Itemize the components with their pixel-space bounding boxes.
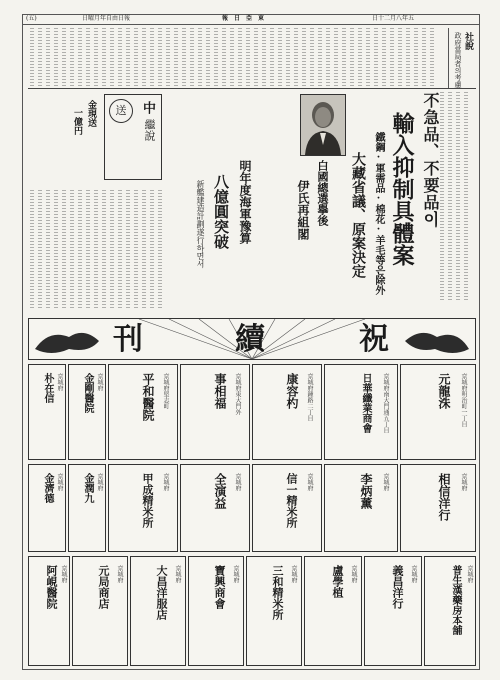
masthead xyxy=(22,14,480,25)
ad-row2-6-name: 金潤九 xyxy=(82,473,93,503)
masthead-title: 報日亞東 xyxy=(222,15,271,22)
editorial-subhead: 政府當局者의考慮 xyxy=(454,32,462,88)
ad-row1-1-sub: 京城府明治町一丁目 xyxy=(460,373,467,427)
ad-row3-6-sub: 京城府 xyxy=(174,565,181,583)
sidebar-amount xyxy=(60,100,100,180)
ad-row3-3-name: 盧學植 xyxy=(331,565,344,598)
ad-row3-1 xyxy=(424,556,476,666)
ad-row3-5-name: 寶興商會 xyxy=(213,565,226,609)
congratulations-banner xyxy=(28,318,476,360)
ad-row3-1-sub: 京城府 xyxy=(466,565,473,583)
ad-row3-5 xyxy=(188,556,244,666)
story-2 xyxy=(262,160,332,300)
ad-row3-2-sub: 京城府 xyxy=(410,565,417,583)
ad-row2-7-name: 金濟德 xyxy=(42,473,53,503)
ad-row2-3-sub: 京城府 xyxy=(306,473,313,491)
ads-row-1 xyxy=(28,364,476,460)
ad-row1-6-sub: 京城府 xyxy=(96,373,103,391)
sidebar-box xyxy=(104,94,162,180)
ad-row3-7 xyxy=(72,556,128,666)
portrait-photo xyxy=(300,94,346,156)
story-2-headline: 白國總選擧後 xyxy=(316,160,329,226)
banner-char-3: 刊 xyxy=(113,322,143,357)
ad-row1-6 xyxy=(68,364,106,460)
ad-row2-3-name: 信一精米所 xyxy=(285,473,298,528)
masthead-date-left: 日曜月年自由日報 xyxy=(82,15,131,22)
ad-row3-8-name: 阿峴醫院 xyxy=(45,565,58,609)
sidebar-title-big: 中 xyxy=(140,101,155,114)
ad-row2-7-sub: 京城府 xyxy=(56,473,63,491)
ad-row1-3-sub: 京城府鍾路二丁目 xyxy=(306,373,313,421)
editorial-label: 社說 xyxy=(463,32,473,50)
ad-row2-3 xyxy=(252,464,322,552)
ad-row2-6 xyxy=(68,464,106,552)
story-3-sub: 新艦建造計劃遂行하면서 xyxy=(196,180,205,268)
ad-row1-4-sub: 京城府東大門外 xyxy=(234,373,241,415)
ad-row2-2-sub: 京城府 xyxy=(382,473,389,491)
ad-row3-1-name: 普生漢藥房本舖 xyxy=(450,565,461,635)
story-3-deck: 八億圓突破 xyxy=(212,174,230,249)
ad-row2-1-name: 相信洋行 xyxy=(437,473,451,521)
ad-row3-4-sub: 京城府 xyxy=(290,565,297,583)
portrait-image xyxy=(301,95,345,155)
ad-row1-4-name: 事相福 xyxy=(213,373,227,409)
ad-row3-8 xyxy=(28,556,70,666)
ad-row1-7-sub: 京城府 xyxy=(56,373,63,391)
ad-row2-5-sub: 京城府 xyxy=(162,473,169,491)
ad-row1-1-name: 元龍洙 xyxy=(437,373,451,409)
ads-row-3 xyxy=(28,556,476,666)
sidebar-badge: 送 xyxy=(109,99,133,123)
ad-row1-3-name: 康容杓 xyxy=(285,373,299,409)
ad-row1-1 xyxy=(400,364,476,460)
ad-row1-5 xyxy=(108,364,178,460)
ad-row2-7 xyxy=(28,464,66,552)
ad-row3-2 xyxy=(364,556,422,666)
lead-deck: 大藏省議、原案決定 xyxy=(350,152,366,278)
sidebar-title-rest: 繼說 xyxy=(143,119,156,141)
ad-row1-2-name: 日華纖業商會 xyxy=(360,373,371,433)
sidebar-amount-label: 金現送 xyxy=(86,100,96,127)
story-3-headline: 明年度海軍豫算 xyxy=(238,160,252,244)
body-text-block-top xyxy=(30,28,440,86)
ad-row3-3 xyxy=(304,556,362,666)
ad-row2-4-name: 全演益 xyxy=(213,473,227,509)
ad-row2-6-sub: 京城府 xyxy=(96,473,103,491)
ad-row1-5-sub: 京城府堅志町 xyxy=(162,373,169,409)
ad-row1-4 xyxy=(180,364,250,460)
ad-row3-3-sub: 京城府 xyxy=(350,565,357,583)
divider xyxy=(28,88,476,89)
ad-row2-2 xyxy=(324,464,398,552)
ad-row1-2 xyxy=(324,364,398,460)
ad-row2-5 xyxy=(108,464,178,552)
body-text-block-left xyxy=(30,190,170,308)
ad-row2-5-name: 甲成精米所 xyxy=(141,473,154,528)
ad-row3-2-name: 義昌洋行 xyxy=(391,565,404,609)
ad-row1-7-name: 朴在信 xyxy=(42,373,53,403)
ad-row3-5-sub: 京城府 xyxy=(232,565,239,583)
masthead-date-right: 日十二月八年五 xyxy=(372,15,415,22)
lead-subhead: 鐵鋼·軍需品·棉花·羊毛等은除外 xyxy=(373,132,384,295)
lead-headline-2: 輸入抑制具體案 xyxy=(389,112,415,266)
ad-row3-8-sub: 京城府 xyxy=(60,565,67,583)
editorial-column xyxy=(448,28,479,88)
ad-row1-2-sub: 京城府南大門通五丁目 xyxy=(382,373,389,433)
ad-row3-4-name: 三和精米所 xyxy=(271,565,284,620)
ads-row-2 xyxy=(28,464,476,552)
ad-row1-3 xyxy=(252,364,322,460)
ad-row1-5-name: 平和醫院 xyxy=(141,373,155,421)
ad-row2-4 xyxy=(180,464,250,552)
sidebar-amount-value: 一億円 xyxy=(72,108,82,135)
ad-row1-7 xyxy=(28,364,66,460)
ad-row2-1-sub: 京城府 xyxy=(460,473,467,491)
banner-char-1: 祝 xyxy=(359,322,389,357)
ad-row3-4 xyxy=(246,556,302,666)
ad-row2-4-sub: 京城府 xyxy=(234,473,241,491)
ad-row1-6-name: 金剛醫院 xyxy=(82,373,93,413)
ad-row3-7-sub: 京城府 xyxy=(116,565,123,583)
ad-row2-2-name: 李炳薰 xyxy=(359,473,373,509)
ad-row3-6 xyxy=(130,556,186,666)
ad-row3-6-name: 大昌洋服店 xyxy=(155,565,168,620)
body-text-block-right xyxy=(440,92,476,302)
lead-story xyxy=(340,92,444,302)
ad-row3-7-name: 元局商店 xyxy=(97,565,110,609)
banner-char-2: 續 xyxy=(235,322,265,357)
story-3 xyxy=(176,160,256,310)
story-2-deck: 伊氏再組閣 xyxy=(296,180,310,240)
ad-row2-1 xyxy=(400,464,476,552)
page-number: (五) xyxy=(26,15,37,22)
lead-headline-1: 不急品、不要品이 xyxy=(421,92,440,228)
